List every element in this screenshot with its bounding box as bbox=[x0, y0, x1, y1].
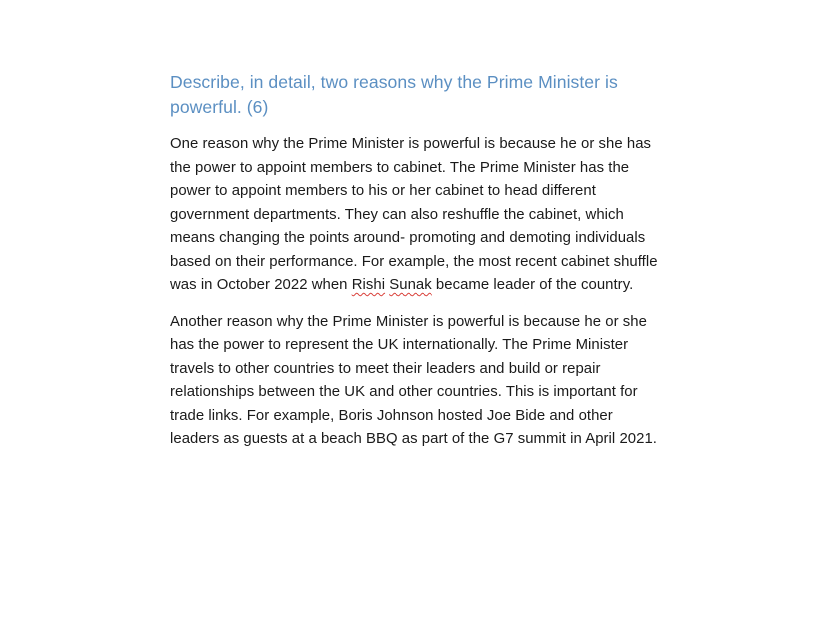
answer-paragraph-1 bbox=[170, 133, 665, 298]
spellcheck-flagged-word[interactable]: Rishi bbox=[351, 277, 386, 293]
answer-paragraph-2: Another reason why the Prime Minister is powerful is because he or she has the power to represent the UK internationally. The Prime Minister travels to other countries to meet their leaders and build or repair relationships between the UK and other countries. This is important for trade links. For example, Boris Johnson hosted Joe Bide and other leaders as guests at a beach BBQ as part of the G7 summit in April 2021. bbox=[170, 313, 657, 447]
paragraph-1-ending: became leader of the country. bbox=[431, 277, 634, 293]
spellcheck-flagged-word[interactable]: Sunak bbox=[389, 277, 432, 293]
document-body bbox=[170, 70, 665, 465]
paragraph-1-text: One reason why the Prime Minister is powerful is because he or she has the power to appoint members to cabinet. The Prime Minister has the power to appoint members to his or her cabinet to head different government departments. They can also reshuffle the cabinet, which means changing the points around- promoting and demoting individuals based on their performance. For example, the most recent cabinet shuffle was in October 2022 when bbox=[170, 136, 658, 293]
question-heading: Describe, in detail, two reasons why the Prime Minister is powerful. (6) bbox=[170, 72, 618, 117]
